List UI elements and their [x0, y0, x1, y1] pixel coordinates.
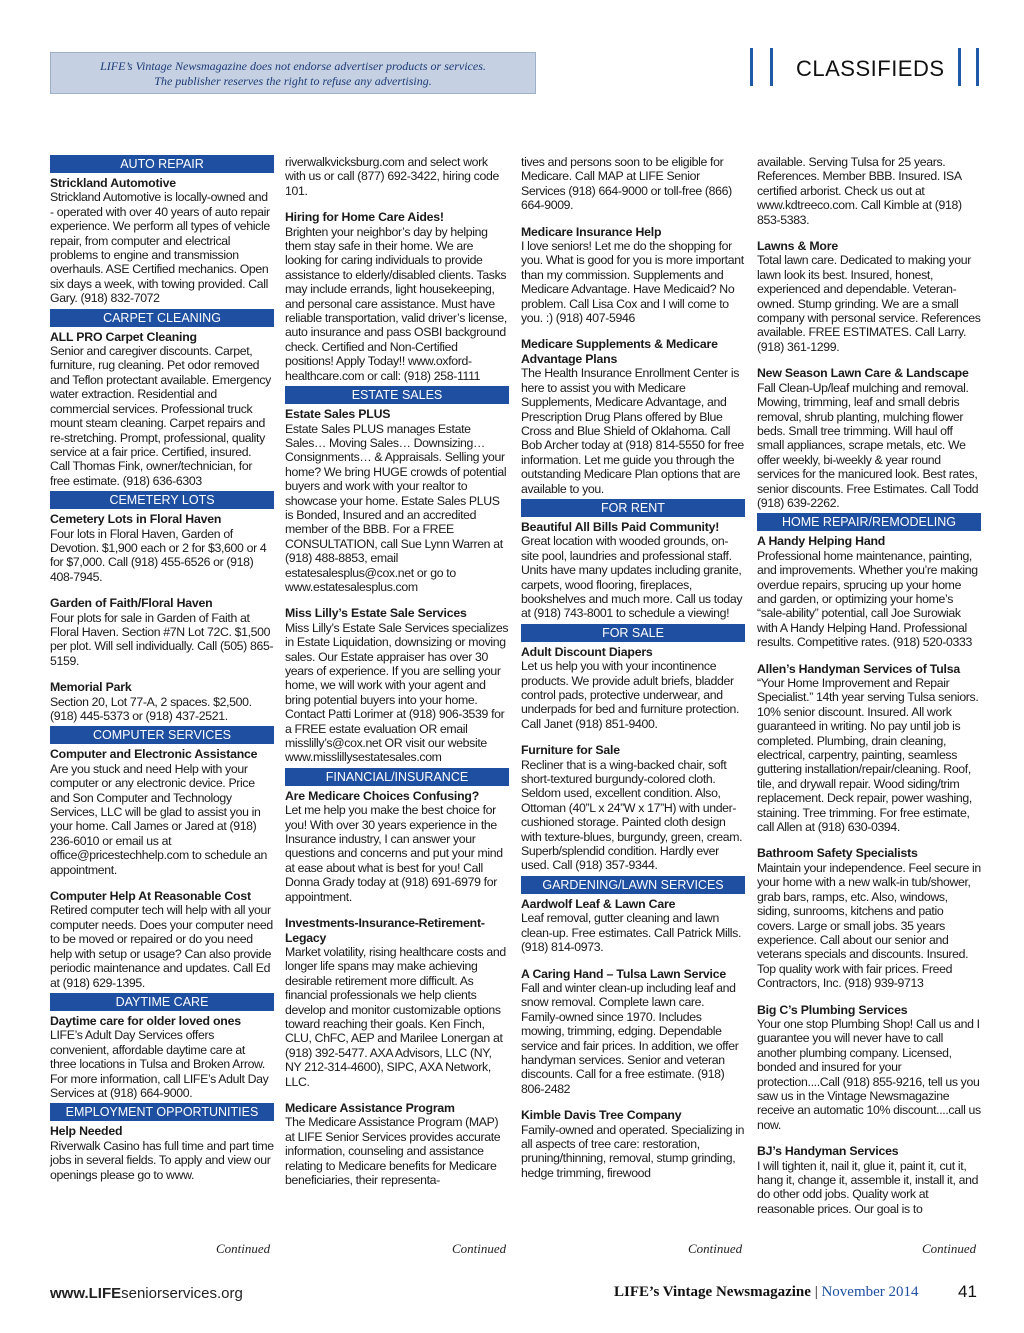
ad-title: Allen’s Handyman Services of Tulsa	[757, 661, 961, 676]
ad-body: Section 20, Lot 77-A, 2 spaces. $2,500. (918) 445-5373 or (918) 437-2521.	[50, 694, 252, 723]
ad-title: Garden of Faith/Floral Haven	[50, 596, 213, 611]
continued-label: Continued	[688, 1241, 743, 1256]
ad-title: Big C’s Plumbing Services	[757, 1002, 908, 1017]
column-4	[757, 155, 981, 1228]
ad-title: Medicare Assistance Program	[285, 1100, 455, 1115]
ad-title: A Caring Hand – Tulsa Lawn Service	[521, 966, 727, 981]
column-1	[50, 155, 274, 1194]
classified-ad	[521, 743, 745, 873]
column-3	[521, 155, 745, 1192]
classified-ad	[50, 330, 274, 488]
category-header: COMPUTER SERVICES	[50, 726, 274, 744]
ad-title: Help Needed	[50, 1124, 123, 1139]
classified-ad	[757, 1144, 981, 1216]
ad-title: Are Medicare Choices Confusing?	[285, 788, 480, 803]
classified-ad	[285, 606, 509, 764]
divider-bar	[976, 48, 979, 86]
ad-body: LIFE’s Adult Day Services offers convenient, affordable daytime care at three locations in Tulsa and Broken Arrow. For more information, call LIFE’s Adult Day Services at (918) 664-9000.	[50, 1028, 269, 1100]
category-header: EMPLOYMENT OPPORTUNITIES	[50, 1103, 274, 1121]
ad-title: A Handy Helping Hand	[757, 534, 886, 549]
classified-ad	[50, 1014, 274, 1100]
section-title: CLASSIFIEDS	[796, 56, 945, 81]
ad-body: “Your Home Improvement and Repair Specialist.” 14th year serving Tulsa seniors. 10% senior discount. Insured. All work guaranteed in writing. No pay until job is completed. Plumbing, drain cleaning, electrical, carpentry, painting, seamless guttering installation/repair/cleaning. Roof, tile, and drywall repair. Wood siding/trim replacement. Deck repair, power washing, staining. Tree trimming. For free estimate, call Allen at (918) 630-0394.	[757, 676, 979, 835]
classified-ad	[50, 512, 274, 584]
footer-publication	[614, 1284, 919, 1301]
ad-body: Miss Lilly’s Estate Sale Services specializes in Estate Liquidation, downsizing or moving sales. Our Estate appraiser has over 30 years of experience. If you are selling your home, we will work with your agent and bring potential buyers into your home. Contact Patti Lorimer at (918) 906-3539 for a FREE estate evaluation OR email misslilly’s@cox.net OR visit our website www.misslillysestatesales.com	[285, 620, 509, 765]
ad-title: Hiring for Home Care Aides!	[285, 210, 444, 225]
ad-title: Beautiful All Bills Paid Community!	[521, 519, 720, 534]
category-header: FOR RENT	[521, 499, 745, 517]
classified-ad	[521, 155, 745, 213]
footer-url-bold: www.LIFE	[50, 1285, 122, 1302]
classified-ad	[757, 155, 981, 227]
classified-ad	[285, 1101, 509, 1187]
category-header: CEMETERY LOTS	[50, 491, 274, 509]
ad-title: Adult Discount Diapers	[521, 644, 653, 659]
classified-ad	[521, 645, 745, 731]
classified-ad	[521, 1108, 745, 1180]
ad-title: Computer and Electronic Assistance	[50, 747, 258, 762]
ad-title: ALL PRO Carpet Cleaning	[50, 329, 197, 344]
classified-ad	[521, 897, 745, 955]
ad-body: Maintain your independence. Feel secure in your home with a new walk-in tub/shower, grab bars, ramps, etc. Also, windows, siding, sunrooms, kitchens and patio covers. Large or small jobs. 35 years experience. Call about our senior and veterans specials and discounts. Insured. Top quality work with fair prices. Freed Contractors, Inc. (918) 939-9713	[757, 860, 981, 991]
category-header: DAYTIME CARE	[50, 993, 274, 1011]
ad-title: Miss Lilly’s Estate Sale Services	[285, 606, 467, 621]
divider-bar	[750, 48, 753, 86]
ad-body: riverwalkvicksburg.com and select work with us or call (877) 692-3422, hiring code 101.	[285, 155, 499, 198]
classified-ad	[50, 176, 274, 306]
divider-bar	[770, 48, 773, 86]
classified-ad	[521, 337, 745, 495]
ad-title: Cemetery Lots in Floral Haven	[50, 512, 222, 527]
ad-body: Senior and caregiver discounts. Carpet, furniture, rug cleaning. Pet odor removed and Teflon protectant available. Emergency water extraction. Residential and commercial services. Professional truck mount steam cleaning. Carpet repairs and re-stretching. Prompt, professional, quality service at a fair price. Certified, insured. Call Thomas Fink, owner/technician, for free estimate. (918) 636-6303	[50, 344, 271, 488]
classified-ad	[285, 155, 509, 198]
ad-title: Strickland Automotive	[50, 176, 176, 190]
column-2	[285, 155, 509, 1199]
classified-ad	[50, 596, 274, 668]
continued-label: Continued	[452, 1241, 507, 1256]
ad-body: I love seniors! Let me do the shopping for you. What is good for you is more important than my commission. Supplements and Medicare Advantage. Have Medicaid? No problem. Call Lisa Cox and I will come to you. :) (918) 407-5946	[521, 239, 744, 326]
ad-title: Medicare Insurance Help	[521, 224, 662, 239]
category-header: ESTATE SALES	[285, 386, 509, 404]
classified-ad	[757, 846, 981, 990]
ad-body: Let us help you with your incontinence products. We provide adult briefs, bladder control pads, protective underwear, and underpads for bed and furniture protection. Call Janet (918) 851-9400.	[521, 659, 740, 731]
classified-ad	[285, 210, 509, 383]
ad-title: Furniture for Sale	[521, 743, 620, 758]
divider-bar	[958, 48, 961, 86]
classified-ad	[521, 520, 745, 621]
ad-title: New Season Lawn Care & Landscape	[757, 366, 969, 381]
classified-ad	[50, 747, 274, 877]
classified-ad	[50, 1124, 274, 1182]
ad-body: Family-owned and operated. Specializing in all aspects of tree care: restoration, pruning/thinning, removal, stump grinding, hedge trimming, firewood	[521, 1122, 745, 1180]
category-header: AUTO REPAIR	[50, 155, 274, 173]
ad-body: Riverwalk Casino has full time and part time jobs in several fields. To apply and view our openings please go to www.	[50, 1138, 274, 1182]
classified-ad	[757, 534, 981, 649]
ad-body: Four plots for sale in Garden of Faith at Floral Haven. Section #7N Lot 72C. $1,500 per plot. Will sell individually. Call (505) 865-5159.	[50, 610, 274, 668]
section-header	[748, 44, 984, 90]
ad-body: Estate Sales PLUS manages Estate Sales… Moving Sales… Downsizing… Consignments… & Appraisals. Selling your home? We bring HUGE crowds of potential buyers and work with your realtor to showcase your home. Estate Sales PLUS is Bonded, Insured and an accredited member of the BBB. For a FREE CONSULTATION, call Sue Lynn Warren at (918) 488-8853, email estatesalesplus@cox.net or go to www.estatesalesplus.com	[285, 421, 507, 594]
ad-title: Medicare Supplements & Medicare Advantage Plans	[521, 337, 718, 366]
publication-name: LIFE’s Vintage Newsmagazine	[614, 1284, 811, 1300]
classified-ad	[285, 789, 509, 904]
disclaimer-line-1: LIFE’s Vintage Newsmagazine does not endorse advertiser products or services.	[100, 59, 486, 73]
classified-ad	[285, 916, 509, 1089]
classified-ad	[521, 967, 745, 1097]
ad-body: The Medicare Assistance Program (MAP) at LIFE Senior Services provides accurate information, counseling and assistance relating to Medicare benefits for Medicare beneficiaries, their representa-	[285, 1115, 501, 1187]
ad-title: Lawns & More	[757, 239, 838, 254]
classified-ad	[285, 407, 509, 594]
ad-body: Fall and winter clean-up including leaf and snow removal. Complete lawn care. Family-owned since 1970. Includes mowing, trimming, edging. Dependable service and fair prices. In addition, we offer handyman services. Senior and veteran discounts. Call for a free estimate. (918) 806-2482	[521, 980, 739, 1096]
page-number: 41	[958, 1282, 977, 1301]
classified-ad	[757, 1003, 981, 1133]
ad-body: Leaf removal, gutter cleaning and lawn clean-up. Free estimates. Call Patrick Mills. (918) 814-0973.	[521, 911, 742, 955]
footer-url[interactable]	[50, 1285, 243, 1302]
ad-title: Kimble Davis Tree Company	[521, 1108, 682, 1123]
footer-separator: |	[814, 1284, 818, 1300]
ad-body: Recliner that is a wing-backed chair, soft short-textured burgundy-colored cloth. Seldom used, excellent condition. Also, Ottoman (40”L x 24”W x 17”H) with under-cushioned storage. Painted cloth design with texture-blues, burgundy, green, cream. Superb/splendid condition. Hardly ever used. Call (918) 357-9344.	[521, 757, 743, 873]
ad-body: Retired computer tech will help with all your computer needs. Does your computer need to be moved or repaired or do you need help with setup or usage? Can also provide periodic maintenance and updates. Call Ed at (918) 629-1395.	[50, 903, 273, 990]
classified-ad	[757, 239, 981, 354]
category-header: CARPET CLEANING	[50, 309, 274, 327]
disclaimer-line-2: The publisher reserves the right to refuse any advertising.	[154, 74, 432, 88]
ad-title: Computer Help At Reasonable Cost	[50, 889, 251, 904]
ad-body: Strickland Automotive is locally-owned and - operated with over 40 years of auto repair experience. We perform all types of vehicle repair, from computer and electrical problems to engine and transmission overhauls. ASE Certified mechanics. Open six days a week, with towing provided. Call Gary. (918) 832-7072	[50, 190, 270, 306]
continued-label: Continued	[216, 1241, 271, 1256]
ad-body: Market volatility, rising healthcare costs and longer life spans may make achieving desirable retirement more difficult. As financial professionals we help clients develop and monitor customizable options toward reaching their goals. Ken Finch, CLU, ChFC, AEP and Marilee Lonergan at (918) 392-5477. AXA Advisors, LLC (NY, NY 212-314-4600), SIPC, AXA Network, LLC.	[285, 944, 506, 1089]
ad-body: Four lots in Floral Haven, Garden of Devotion. $1,900 each or 2 for $3,600 or 4 for $7,000. Call (918) 455-6526 or (918) 408-7945.	[50, 526, 267, 584]
ad-body: Let me help you make the best choice for you! With over 30 years experience in the Insurance industry, I can answer your questions and concerns and put your mind at ease about what is best for you! Call Donna Grady today at (918) 691-6979 for appointment.	[285, 803, 503, 904]
classified-ad	[757, 662, 981, 835]
disclaimer-banner	[50, 52, 536, 94]
ad-body: Are you stuck and need Help with your computer or any electronic device. Price and Son Computer and Technology Services, LLC will be glad to assist you in your home. Call James or Jared at (918) 236-6010 or email us at office@pricestechhelp.com to schedule an appointment.	[50, 761, 267, 877]
ad-body: Great location with wooded grounds, on-site pool, laundries and professional staff. Units have many updates including granite, carpets, wood flooring, fireplaces, bookshelves and much more. Call us today at (918) 743-8001 to schedule a viewing!	[521, 534, 743, 621]
ad-body: Total lawn care. Dedicated to making your lawn look its best. Insured, honest, experienced and dependable. Veteran-owned. Stump grinding. We are a small company with personal service. References available. FREE ESTIMATES. Call Larry. (918) 361-1299.	[757, 253, 981, 354]
category-header: FINANCIAL/INSURANCE	[285, 768, 509, 786]
ad-body: The Health Insurance Enrollment Center is here to assist you with Medicare Supplements, Medicare Advantage, and Prescription Drug Plans offered by Blue Cross and Blue Shield of Oklahoma. Call Bob Archer today at (918) 814-5550 for free information. Let me guide you through the outstanding Medicare Plan options that are available to you.	[521, 366, 744, 496]
ad-title: Investments-Insurance-Retirement-Legacy	[285, 916, 485, 945]
ad-body: Professional home maintenance, painting, and improvements. Whether you’re making overdue repairs, sprucing up your home and garden, or optimizing your home’s “sale-ability” potential, call Joe Surowiak with A Handy Helping Hand. Professional results. Competitive rates. (918) 520-0333	[757, 548, 978, 650]
ad-body: tives and persons soon to be eligible for Medicare. Call MAP at LIFE Senior Services (918) 664-9000 or toll-free (866) 664-9009.	[521, 155, 732, 213]
category-header: HOME REPAIR/REMODELING	[757, 513, 981, 531]
ad-body: Your one stop Plumbing Shop! Call us and I guarantee you will never have to call another plumbing company. Licensed, bonded and insured for your protection....Call (918) 855-9216, tell us you saw us in the Vintage Newsmagazine receive an automatic 10% discount....call us now.	[757, 1016, 981, 1132]
ad-body: I will tighten it, nail it, glue it, paint it, cut it, hang it, change it, assemble it, install it, and do other odd jobs. Quality work at reasonable prices. Our goal is to	[757, 1158, 979, 1216]
category-header: FOR SALE	[521, 624, 745, 642]
ad-body: Brighten your neighbor’s day by helping them stay safe in their home. We are looking for caring individuals to provide assistance to elderly/disabled clients. Tasks may include errands, light housekeeping, and personal care assistance. Must have reliable transportation, valid driver’s license, auto insurance and pass OSBI background check. Certified and Non-Certified positions! Apply Today!! www.oxford-healthcare.com or call: (918) 258-1111	[285, 224, 507, 383]
ad-body: available. Serving Tulsa for 25 years. References. Member BBB. Insured. ISA certified arborist. Check us out at www.kdtreeco.com. Call Kimble at (918) 853-5383.	[757, 155, 962, 227]
classified-ad	[757, 366, 981, 510]
ad-title: Estate Sales PLUS	[285, 407, 391, 422]
ad-body: Fall Clean-Up/leaf mulching and removal. Mowing, trimming, leaf and small debris removal, shrub planting, mulching flower beds. Small tree trimming. Will haul off small appliances, scrape metals, etc. We offer weekly, bi-weekly & year round services for the manicured look. Best rates, senior discounts. Free Estimates. Call Todd (918) 639-2262.	[757, 380, 979, 510]
ad-title: BJ’s Handyman Services	[757, 1144, 899, 1159]
ad-title: Aardwolf Leaf & Lawn Care	[521, 896, 676, 911]
continued-label: Continued	[922, 1241, 977, 1256]
footer-url-rest: seniorservices.org	[121, 1285, 243, 1302]
category-header: GARDENING/LAWN SERVICES	[521, 876, 745, 894]
ad-title: Memorial Park	[50, 680, 132, 695]
ad-title: Daytime care for older loved ones	[50, 1013, 241, 1028]
classified-ad	[521, 225, 745, 326]
classified-ad	[50, 889, 274, 990]
ad-title: Bathroom Safety Specialists	[757, 846, 918, 861]
issue-date: November 2014	[821, 1284, 919, 1300]
classified-ad	[50, 680, 274, 723]
